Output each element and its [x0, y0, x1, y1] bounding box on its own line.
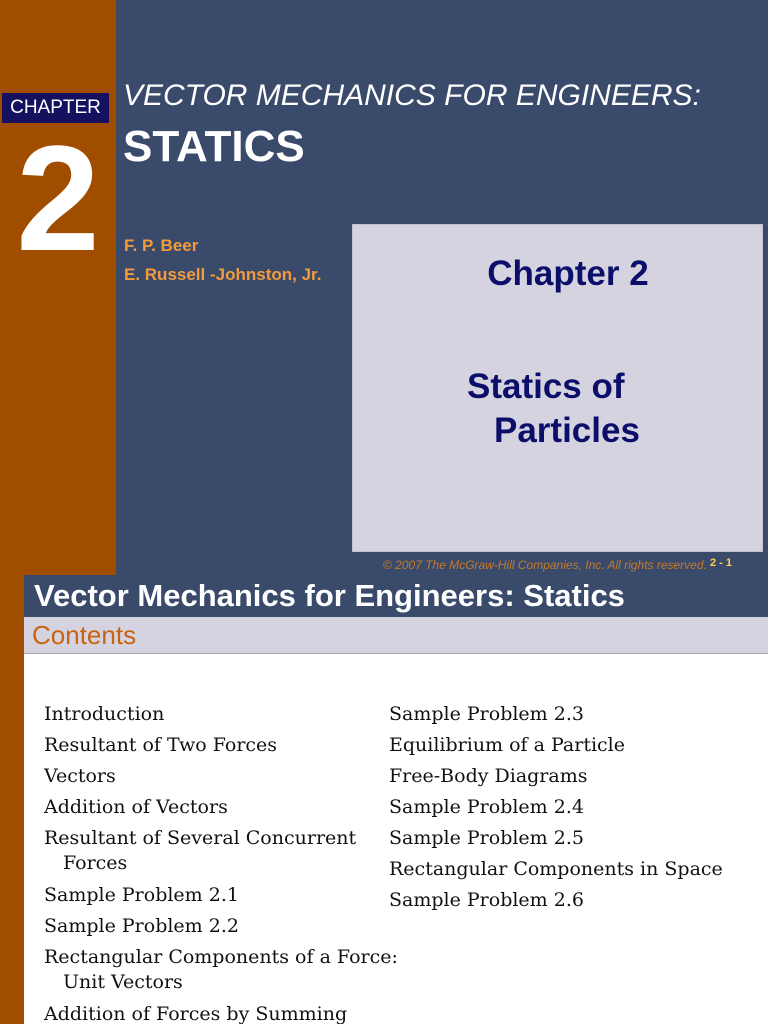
contents-item-label: Introduction: [44, 703, 165, 725]
panel-heading: Chapter 2: [487, 254, 649, 293]
chapter-title-panel: [352, 224, 763, 552]
panel-subheading: [467, 365, 640, 453]
author-2: E. Russell -Johnston, Jr.: [124, 265, 322, 284]
chapter-badge: CHAPTER: [2, 93, 109, 123]
contents-item-label: Resultant of Several Concurrent: [44, 827, 357, 849]
panel-subheading-line-2: Particles: [494, 411, 640, 450]
contents-item-label: Rectangular Components in Space: [389, 858, 723, 880]
contents-item: [389, 730, 749, 761]
section-title: Contents: [32, 620, 137, 650]
contents-column-1: [44, 699, 398, 1024]
author-1: F. P. Beer: [124, 236, 199, 255]
contents-item-label: Vectors: [44, 765, 116, 787]
contents-item-label: Sample Problem 2.1: [44, 884, 239, 906]
contents-item: [44, 999, 370, 1024]
contents-item: [44, 761, 370, 792]
copyright-notice: © 2007 The McGraw-Hill Companies, Inc. All rights reserved.: [383, 558, 707, 572]
contents-item-label: Free-Body Diagrams: [389, 765, 588, 787]
contents-item: [389, 854, 749, 885]
contents-item: [44, 880, 370, 911]
contents-item: [389, 823, 749, 854]
left-accent-strip: [0, 0, 116, 575]
contents-item-label: Resultant of Two Forces: [44, 734, 278, 756]
slide-header: [24, 575, 768, 617]
contents-item-continuation: Unit Vectors: [63, 971, 183, 993]
slide-header-title: Vector Mechanics for Engineers: Statics: [34, 578, 625, 613]
contents-item: [44, 942, 398, 995]
contents-item-continuation: Forces: [63, 852, 128, 874]
contents-item-label: Sample Problem 2.2: [44, 915, 239, 937]
contents-column-2: [389, 699, 749, 916]
contents-item-label: Rectangular Components of a Force:: [44, 946, 398, 968]
contents-item-label: Sample Problem 2.3: [389, 703, 584, 725]
contents-item: [389, 699, 749, 730]
book-title: VECTOR MECHANICS FOR ENGINEERS:: [123, 79, 701, 112]
slide-page-number: 2 - 1: [710, 557, 733, 569]
section-bar: [24, 617, 768, 654]
contents-item-label: Equilibrium of a Particle: [389, 734, 626, 756]
contents-item-label: Sample Problem 2.5: [389, 827, 584, 849]
contents-item-label: Sample Problem 2.6: [389, 889, 584, 911]
contents-item: [44, 911, 370, 942]
contents-item: [44, 730, 370, 761]
chapter-number: 2: [16, 114, 100, 282]
contents-item: [389, 761, 749, 792]
contents-item-label: Sample Problem 2.4: [389, 796, 584, 818]
panel-subheading-line-1: Statics of: [467, 367, 625, 406]
contents-item: [44, 699, 370, 730]
contents-item-label: Addition of Forces by Summing: [44, 1003, 348, 1024]
left-accent-strip: [0, 575, 24, 1024]
contents-item: [44, 823, 370, 876]
contents-slide: [0, 575, 768, 1024]
contents-item: [389, 792, 749, 823]
contents-item: [389, 885, 749, 916]
contents-item: [44, 792, 370, 823]
book-subtitle: STATICS: [123, 122, 305, 171]
contents-item-label: Addition of Vectors: [44, 796, 228, 818]
